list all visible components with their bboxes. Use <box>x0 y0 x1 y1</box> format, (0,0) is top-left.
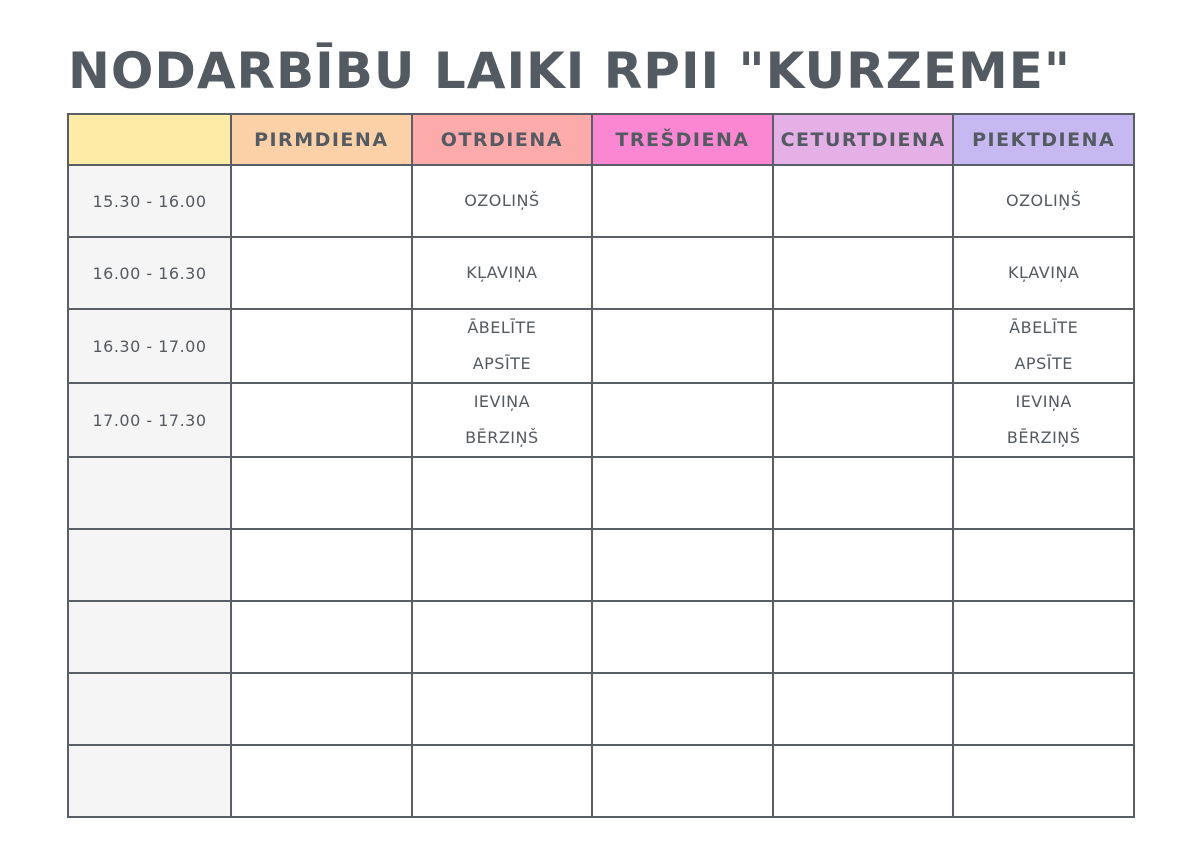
schedule-cell <box>231 383 412 457</box>
time-slot-cell <box>68 745 231 817</box>
time-slot-cell <box>68 673 231 745</box>
group-name: OZOLIŅŠ <box>464 191 540 210</box>
schedule-cell <box>953 529 1134 601</box>
schedule-cell <box>953 745 1134 817</box>
table-row <box>68 673 1134 745</box>
group-name: ĀBELĪTE <box>467 318 537 337</box>
time-slot-cell: 16.30 - 17.00 <box>68 309 231 383</box>
schedule-cell <box>592 237 773 309</box>
schedule-table <box>67 113 1135 818</box>
schedule-cell <box>592 309 773 383</box>
group-name: APSĪTE <box>472 354 532 373</box>
table-row <box>68 457 1134 529</box>
time-slot-cell <box>68 529 231 601</box>
schedule-cell <box>953 237 1134 309</box>
group-name: APSĪTE <box>1014 354 1073 373</box>
schedule-cell <box>592 529 773 601</box>
schedule-cell <box>231 237 412 309</box>
table-row <box>68 745 1134 817</box>
time-slot-cell <box>68 457 231 529</box>
schedule-cell <box>231 529 412 601</box>
schedule-cell <box>592 165 773 237</box>
table-row <box>68 383 1134 457</box>
schedule-cell <box>953 309 1134 383</box>
schedule-cell <box>412 601 593 673</box>
schedule-cell <box>592 457 773 529</box>
group-name: IEVIŅA <box>1015 392 1072 411</box>
table-row <box>68 165 1134 237</box>
day-header-pirmdiena: PIRMDIENA <box>231 114 412 165</box>
schedule-cell <box>592 601 773 673</box>
table-row <box>68 237 1134 309</box>
schedule-cell <box>231 457 412 529</box>
schedule-cell <box>953 673 1134 745</box>
time-slot-cell <box>68 601 231 673</box>
table-row <box>68 601 1134 673</box>
schedule-cell <box>773 165 954 237</box>
schedule-cell <box>953 165 1134 237</box>
schedule-cell <box>953 601 1134 673</box>
schedule-cell <box>592 745 773 817</box>
table-row <box>68 309 1134 383</box>
schedule-cell <box>231 745 412 817</box>
header-corner-cell <box>68 114 231 165</box>
schedule-cell <box>773 309 954 383</box>
day-header-otrdiena: OTRDIENA <box>412 114 593 165</box>
schedule-cell <box>953 383 1134 457</box>
schedule-cell <box>231 601 412 673</box>
schedule-cell <box>231 165 412 237</box>
schedule-cell <box>773 529 954 601</box>
schedule-cell <box>412 237 593 309</box>
day-header-trešdiena: TREŠDIENA <box>592 114 773 165</box>
group-name: KĻAVIŅA <box>1007 263 1080 282</box>
schedule-cell <box>592 383 773 457</box>
schedule-cell <box>773 237 954 309</box>
schedule-cell <box>412 457 593 529</box>
schedule-cell <box>773 457 954 529</box>
time-slot-cell: 16.00 - 16.30 <box>68 237 231 309</box>
table-row <box>68 529 1134 601</box>
time-slot-cell: 17.00 - 17.30 <box>68 383 231 457</box>
group-name: BĒRZIŅŠ <box>1006 428 1081 447</box>
schedule-cell <box>412 745 593 817</box>
schedule-cell <box>412 673 593 745</box>
schedule-cell <box>773 383 954 457</box>
group-name: IEVIŅA <box>473 392 531 411</box>
schedule-cell <box>592 673 773 745</box>
time-slot-cell: 15.30 - 16.00 <box>68 165 231 237</box>
group-name: BĒRZIŅŠ <box>465 428 539 447</box>
group-name: OZOLIŅŠ <box>1005 191 1082 210</box>
schedule-cell <box>231 673 412 745</box>
schedule-cell <box>773 745 954 817</box>
schedule-cell <box>412 309 593 383</box>
group-name: KĻAVIŅA <box>466 263 538 282</box>
day-header-piektdiena: PIEKTDIENA <box>953 114 1134 165</box>
schedule-cell <box>773 601 954 673</box>
day-header-ceturtdiena: CETURTDIENA <box>773 114 954 165</box>
schedule-cell <box>953 457 1134 529</box>
schedule-cell <box>773 673 954 745</box>
page-title: NODARBĪBU LAIKI RPII "KURZEME" <box>68 42 1071 100</box>
schedule-cell <box>231 309 412 383</box>
table-body <box>68 165 1134 817</box>
schedule-cell <box>412 165 593 237</box>
schedule-cell <box>412 529 593 601</box>
schedule-cell <box>412 383 593 457</box>
header-row <box>68 114 1134 165</box>
group-name: ĀBELĪTE <box>1009 318 1079 337</box>
